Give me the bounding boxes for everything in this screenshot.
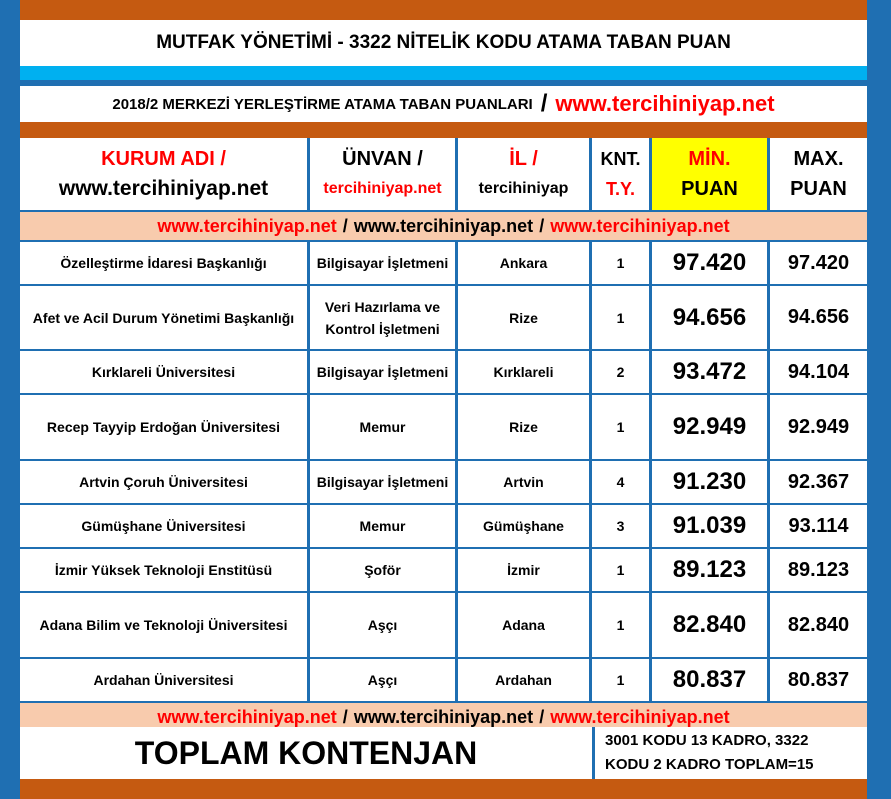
table-row <box>20 286 867 351</box>
kurum-cell: Kırklareli Üniversitesi <box>20 351 310 395</box>
il-cell: Ankara <box>458 242 592 286</box>
kontenjan-cell: 1 <box>592 593 652 659</box>
max-puan-cell: 94.656 <box>770 286 867 351</box>
table-row <box>20 549 867 593</box>
kurum-cell: İzmir Yüksek Teknoloji Enstitüsü <box>20 549 310 593</box>
max-puan-cell: 94.104 <box>770 351 867 395</box>
footer <box>20 727 867 779</box>
kontenjan-cell: 1 <box>592 659 652 703</box>
table-row <box>20 395 867 461</box>
il-cell: Gümüşhane <box>458 505 592 549</box>
cyan-band <box>20 66 867 80</box>
toplam-line-1: 3001 KODU 13 KADRO, 3322 <box>605 732 809 749</box>
watermark-row-bottom: www.tercihiniyap.net / www.tercihiniyap.net / www.tercihiniyap.net <box>20 703 867 733</box>
min-puan-cell: 80.837 <box>652 659 770 703</box>
unvan-cell: Bilgisayar İşletmeni <box>310 351 458 395</box>
unvan-cell: Memur <box>310 395 458 461</box>
subtitle-slash: / <box>540 90 548 117</box>
table-row <box>20 242 867 286</box>
min-puan-cell: 93.472 <box>652 351 770 395</box>
unvan-cell: Bilgisayar İşletmeni <box>310 242 458 286</box>
kurum-cell: Gümüşhane Üniversitesi <box>20 505 310 549</box>
min-puan-cell: 91.230 <box>652 461 770 505</box>
toplam-line-2: KODU 2 KADRO TOPLAM=15 <box>605 756 814 773</box>
max-puan-cell: 92.949 <box>770 395 867 461</box>
kontenjan-cell: 1 <box>592 242 652 286</box>
top-orange-band <box>20 0 867 20</box>
kontenjan-cell: 1 <box>592 286 652 351</box>
kurum-cell: Recep Tayyip Erdoğan Üniversitesi <box>20 395 310 461</box>
kurum-cell: Adana Bilim ve Teknoloji Üniversitesi <box>20 593 310 659</box>
kontenjan-cell: 4 <box>592 461 652 505</box>
table-row <box>20 351 867 395</box>
unvan-cell: Aşçı <box>310 659 458 703</box>
toplam-detail <box>595 727 867 779</box>
orange-band <box>20 122 867 138</box>
table-row <box>20 659 867 703</box>
toplam-kontenjan-label: TOPLAM KONTENJAN <box>20 727 595 779</box>
min-puan-cell: 82.840 <box>652 593 770 659</box>
page-title: MUTFAK YÖNETİMİ - 3322 NİTELİK KODU ATAMA TABAN PUAN <box>20 20 867 66</box>
il-cell: İzmir <box>458 549 592 593</box>
header-il: İL / tercihiniyap <box>458 138 592 212</box>
table-row <box>20 505 867 549</box>
max-puan-cell: 89.123 <box>770 549 867 593</box>
watermark-row-top: www.tercihiniyap.net / www.tercihiniyap.net / www.tercihiniyap.net <box>20 212 867 242</box>
max-puan-cell: 92.367 <box>770 461 867 505</box>
max-puan-cell: 97.420 <box>770 242 867 286</box>
header-max-puan: MAX. PUAN <box>770 138 867 212</box>
kontenjan-cell: 2 <box>592 351 652 395</box>
unvan-cell: Veri Hazırlama ve Kontrol İşletmeni <box>310 286 458 351</box>
max-puan-cell: 82.840 <box>770 593 867 659</box>
kurum-cell: Afet ve Acil Durum Yönetimi Başkanlığı <box>20 286 310 351</box>
min-puan-cell: 92.949 <box>652 395 770 461</box>
header-kontenjan: KNT. T.Y. <box>592 138 652 212</box>
table-row <box>20 593 867 659</box>
max-puan-cell: 93.114 <box>770 505 867 549</box>
header-kurum: KURUM ADI / www.tercihiniyap.net <box>20 138 310 212</box>
kurum-cell: Özelleştirme İdaresi Başkanlığı <box>20 242 310 286</box>
unvan-cell: Bilgisayar İşletmeni <box>310 461 458 505</box>
header-row <box>20 138 867 212</box>
max-puan-cell: 80.837 <box>770 659 867 703</box>
il-cell: Kırklareli <box>458 351 592 395</box>
il-cell: Rize <box>458 286 592 351</box>
subtitle-text: 2018/2 MERKEZİ YERLEŞTİRME ATAMA TABAN PUANLARI <box>112 95 533 113</box>
kontenjan-cell: 3 <box>592 505 652 549</box>
unvan-cell: Şoför <box>310 549 458 593</box>
table-row <box>20 461 867 505</box>
subtitle <box>20 86 867 122</box>
kontenjan-cell: 1 <box>592 395 652 461</box>
min-puan-cell: 89.123 <box>652 549 770 593</box>
subtitle-link[interactable]: www.tercihiniyap.net <box>555 91 775 116</box>
unvan-cell: Aşçı <box>310 593 458 659</box>
min-puan-cell: 97.420 <box>652 242 770 286</box>
il-cell: Ardahan <box>458 659 592 703</box>
unvan-cell: Memur <box>310 505 458 549</box>
il-cell: Artvin <box>458 461 592 505</box>
kontenjan-cell: 1 <box>592 549 652 593</box>
header-min-puan: MİN. PUAN <box>652 138 770 212</box>
il-cell: Adana <box>458 593 592 659</box>
kurum-cell: Ardahan Üniversitesi <box>20 659 310 703</box>
results-table <box>20 138 867 733</box>
min-puan-cell: 91.039 <box>652 505 770 549</box>
min-puan-cell: 94.656 <box>652 286 770 351</box>
bottom-orange-band <box>20 779 867 799</box>
il-cell: Rize <box>458 395 592 461</box>
header-unvan: ÜNVAN / tercihiniyap.net <box>310 138 458 212</box>
kurum-cell: Artvin Çoruh Üniversitesi <box>20 461 310 505</box>
